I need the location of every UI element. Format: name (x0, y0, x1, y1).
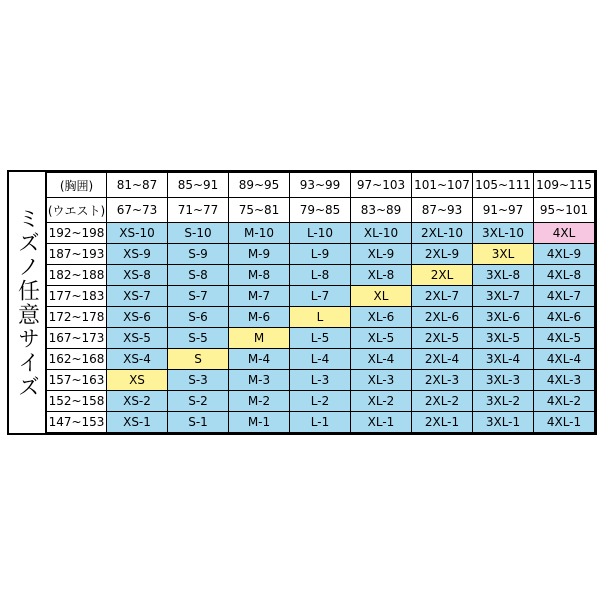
size-cell: 4XL-9 (534, 244, 595, 265)
size-cell: S-10 (168, 223, 229, 244)
size-cell: S (168, 349, 229, 370)
header-cell: 101~107 (412, 173, 473, 198)
size-cell: 3XL-8 (473, 265, 534, 286)
size-cell: L-7 (290, 286, 351, 307)
size-cell: XL-9 (351, 244, 412, 265)
side-label-box (9, 172, 46, 433)
size-cell: 2XL-3 (412, 369, 473, 390)
size-cell: XL-8 (351, 265, 412, 286)
height-cell: 187~193 (47, 244, 107, 265)
size-cell: XS-6 (107, 307, 168, 328)
size-cell: M-6 (229, 307, 290, 328)
size-cell: 3XL-5 (473, 328, 534, 349)
size-cell: 3XL-2 (473, 390, 534, 411)
size-cell: XS-9 (107, 244, 168, 265)
header-cell: 71~77 (168, 198, 229, 223)
size-cell: 3XL-10 (473, 223, 534, 244)
size-chart (7, 170, 597, 435)
height-cell: 147~153 (47, 411, 107, 432)
size-cell: XL-5 (351, 328, 412, 349)
size-cell: M-8 (229, 265, 290, 286)
size-cell: 4XL-6 (534, 307, 595, 328)
header-cell: 87~93 (412, 198, 473, 223)
size-cell: M-4 (229, 349, 290, 370)
size-cell: 4XL-8 (534, 265, 595, 286)
size-cell: 2XL-2 (412, 390, 473, 411)
size-cell: S-6 (168, 307, 229, 328)
height-cell: 177~183 (47, 286, 107, 307)
height-cell: 172~178 (47, 307, 107, 328)
size-cell: 2XL-9 (412, 244, 473, 265)
size-cell: S-3 (168, 369, 229, 390)
size-cell: S-5 (168, 328, 229, 349)
height-cell: 162~168 (47, 349, 107, 370)
header-label: (ウエスト) (47, 198, 107, 223)
size-cell: XL-4 (351, 349, 412, 370)
side-label: ミズノ任意サイズ (14, 206, 40, 399)
size-cell: S-1 (168, 411, 229, 432)
size-cell: 3XL-7 (473, 286, 534, 307)
size-cell: XL (351, 286, 412, 307)
size-cell: 4XL (534, 223, 595, 244)
size-cell: XS-2 (107, 390, 168, 411)
size-cell: L-8 (290, 265, 351, 286)
size-cell: 4XL-4 (534, 349, 595, 370)
header-row (47, 198, 595, 223)
header-cell: 109~115 (534, 173, 595, 198)
height-cell: 192~198 (47, 223, 107, 244)
size-cell: M-7 (229, 286, 290, 307)
header-cell: 93~99 (290, 173, 351, 198)
size-cell: 2XL-7 (412, 286, 473, 307)
size-cell: S-2 (168, 390, 229, 411)
height-cell: 152~158 (47, 390, 107, 411)
height-cell: 167~173 (47, 328, 107, 349)
size-cell: M (229, 328, 290, 349)
size-cell: 4XL-2 (534, 390, 595, 411)
header-cell: 105~111 (473, 173, 534, 198)
size-cell: 2XL-6 (412, 307, 473, 328)
size-cell: M-2 (229, 390, 290, 411)
size-cell: XS-7 (107, 286, 168, 307)
table-row (47, 328, 595, 349)
header-cell: 83~89 (351, 198, 412, 223)
header-cell: 75~81 (229, 198, 290, 223)
size-cell: 4XL-7 (534, 286, 595, 307)
size-cell: XS-8 (107, 265, 168, 286)
header-cell: 79~85 (290, 198, 351, 223)
header-cell: 91~97 (473, 198, 534, 223)
table-row (47, 244, 595, 265)
header-cell: 95~101 (534, 198, 595, 223)
size-cell: XL-2 (351, 390, 412, 411)
size-cell: L-9 (290, 244, 351, 265)
size-cell: XS-10 (107, 223, 168, 244)
size-cell: L (290, 307, 351, 328)
size-cell: 3XL-6 (473, 307, 534, 328)
header-cell: 85~91 (168, 173, 229, 198)
size-cell: 2XL-1 (412, 411, 473, 432)
size-cell: M-1 (229, 411, 290, 432)
header-cell: 89~95 (229, 173, 290, 198)
size-cell: 3XL-3 (473, 369, 534, 390)
size-cell: XL-6 (351, 307, 412, 328)
size-cell: 2XL (412, 265, 473, 286)
size-cell: 3XL-4 (473, 349, 534, 370)
size-cell: XS (107, 369, 168, 390)
size-cell: XL-1 (351, 411, 412, 432)
table-row (47, 390, 595, 411)
table-row (47, 411, 595, 432)
size-cell: S-9 (168, 244, 229, 265)
size-cell: L-2 (290, 390, 351, 411)
size-cell: 4XL-1 (534, 411, 595, 432)
size-cell: 3XL-1 (473, 411, 534, 432)
header-row (47, 173, 595, 198)
size-cell: XS-5 (107, 328, 168, 349)
size-cell: XL-3 (351, 369, 412, 390)
header-cell: 97~103 (351, 173, 412, 198)
table-row (47, 369, 595, 390)
size-cell: 2XL-4 (412, 349, 473, 370)
size-cell: 2XL-10 (412, 223, 473, 244)
size-cell: M-3 (229, 369, 290, 390)
size-table (46, 172, 595, 433)
header-cell: 67~73 (107, 198, 168, 223)
table-row (47, 349, 595, 370)
height-cell: 182~188 (47, 265, 107, 286)
table-row (47, 265, 595, 286)
size-cell: S-8 (168, 265, 229, 286)
size-cell: XS-4 (107, 349, 168, 370)
size-cell: 4XL-5 (534, 328, 595, 349)
table-row (47, 223, 595, 244)
size-cell: XL-10 (351, 223, 412, 244)
table-row (47, 307, 595, 328)
size-cell: L-3 (290, 369, 351, 390)
height-cell: 157~163 (47, 369, 107, 390)
size-cell: 2XL-5 (412, 328, 473, 349)
size-cell: S-7 (168, 286, 229, 307)
size-cell: M-10 (229, 223, 290, 244)
size-cell: L-10 (290, 223, 351, 244)
size-cell: M-9 (229, 244, 290, 265)
header-cell: 81~87 (107, 173, 168, 198)
size-cell: XS-1 (107, 411, 168, 432)
size-cell: L-5 (290, 328, 351, 349)
size-cell: 3XL (473, 244, 534, 265)
table-row (47, 286, 595, 307)
size-cell: L-4 (290, 349, 351, 370)
size-cell: 4XL-3 (534, 369, 595, 390)
size-cell: L-1 (290, 411, 351, 432)
header-label: (胸囲) (47, 173, 107, 198)
